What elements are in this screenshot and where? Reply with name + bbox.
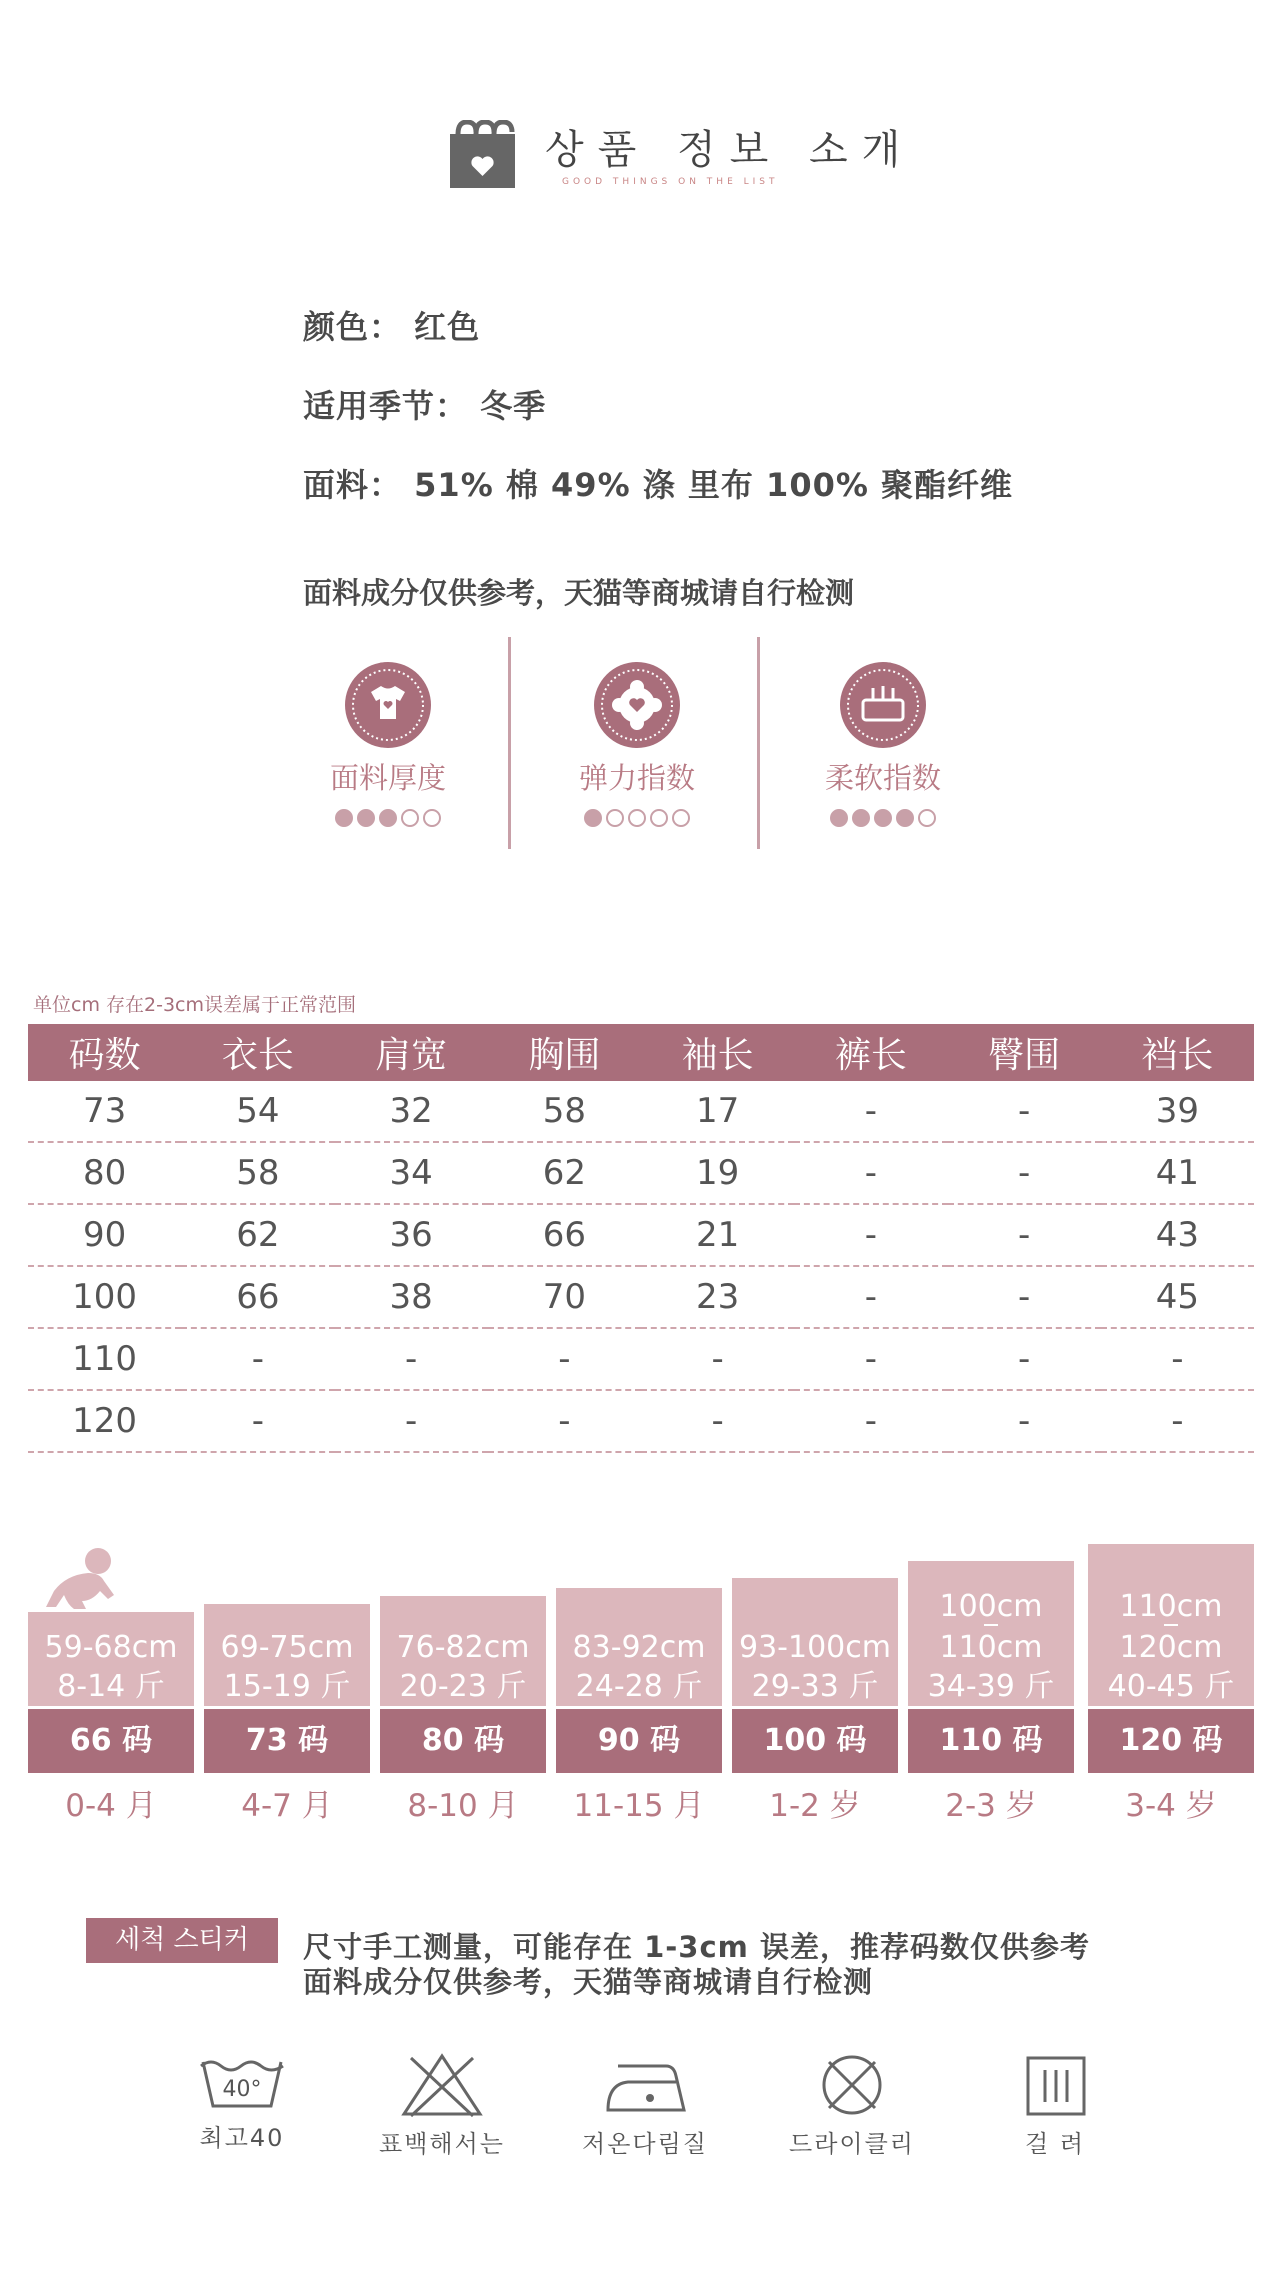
- size-column: [732, 1576, 898, 1773]
- care-label: 걸 려: [1025, 2130, 1085, 2158]
- season-label: 适用季节：: [303, 387, 469, 425]
- size-weight: 34-39 斤: [927, 1669, 1055, 1704]
- age-label: 0-4 月: [65, 1788, 157, 1824]
- table-cell: 36: [335, 1204, 488, 1266]
- size-height: 69-75cm: [220, 1630, 354, 1665]
- fabric-label: 面料：: [303, 466, 403, 504]
- table-cell: 66: [181, 1266, 334, 1328]
- table-row: [28, 1328, 1254, 1390]
- size-column: [380, 1594, 546, 1773]
- size-height: 93-100cm: [739, 1630, 891, 1665]
- age-label: 3-4 岁: [1125, 1788, 1217, 1824]
- table-cell: 23: [641, 1266, 794, 1328]
- care-iron: [545, 2052, 745, 2159]
- filled-dot: [874, 809, 892, 827]
- filled-dot: [357, 809, 375, 827]
- table-cell: -: [641, 1328, 794, 1390]
- table-cell: 43: [1101, 1204, 1254, 1266]
- size-column-text: [1088, 1587, 1254, 1706]
- table-cell: -: [1101, 1390, 1254, 1452]
- care-hang: [955, 2052, 1155, 2159]
- table-cell: 90: [28, 1204, 181, 1266]
- fabric-note-2: 面料成分仅供参考，天猫等商城请自行检测: [303, 1965, 874, 1999]
- table-cell: -: [488, 1328, 641, 1390]
- indicator-thickness: [293, 660, 483, 827]
- table-row: [28, 1266, 1254, 1328]
- shop-bag-icon: [450, 120, 515, 188]
- header-title: 상품 정보 소개: [545, 127, 915, 173]
- care-bleach: [342, 2052, 542, 2159]
- measure-note: 尺寸手工测量，可能存在 1-3cm 误差，推荐码数仅供参考: [303, 1930, 1090, 1964]
- indicator-label: 面料厚度: [329, 761, 446, 795]
- table-cell: 45: [1101, 1266, 1254, 1328]
- indicator-dots: [542, 809, 732, 827]
- table-cell: -: [794, 1390, 947, 1452]
- season-info: [303, 381, 546, 427]
- empty-dot: [650, 809, 668, 827]
- header-subtitle: GOOD THINGS ON THE LIST: [562, 177, 779, 187]
- size-height-to: 120cm: [1119, 1630, 1223, 1665]
- size-column: [204, 1602, 370, 1773]
- table-cell: 39: [1101, 1081, 1254, 1142]
- fabric-info: [303, 460, 1013, 506]
- care-label-badge: 세척 스티커: [86, 1918, 278, 1963]
- table-row: [28, 1204, 1254, 1266]
- table-cell: -: [335, 1390, 488, 1452]
- tshirt-icon: [343, 660, 433, 750]
- indicator-label: 柔软指数: [824, 761, 941, 795]
- table-cell: 17: [641, 1081, 794, 1142]
- table-header-cell: 码数: [28, 1024, 181, 1081]
- cake-icon: [838, 660, 928, 750]
- flower-heart-icon: [592, 660, 682, 750]
- table-row: [28, 1390, 1254, 1452]
- size-height-from: 110cm: [1119, 1589, 1223, 1624]
- table-cell: -: [948, 1328, 1101, 1390]
- size-height-to: 110cm: [939, 1630, 1043, 1665]
- divider: [508, 637, 511, 849]
- size-weight: 20-23 斤: [399, 1669, 527, 1704]
- table-cell: -: [794, 1266, 947, 1328]
- table-header-cell: 裆长: [1101, 1024, 1254, 1081]
- table-cell: 73: [28, 1081, 181, 1142]
- table-cell: -: [794, 1204, 947, 1266]
- table-cell: -: [181, 1328, 334, 1390]
- size-column-text: [28, 1628, 194, 1706]
- size-column: [28, 1610, 194, 1773]
- table-header-cell: 袖长: [641, 1024, 794, 1081]
- indicator-dots: [293, 809, 483, 827]
- empty-dot: [918, 809, 936, 827]
- table-cell: 62: [488, 1142, 641, 1204]
- size-weight: 29-33 斤: [751, 1669, 879, 1704]
- svg-text:40°: 40°: [222, 2077, 262, 2102]
- size-column-text: [380, 1628, 546, 1706]
- table-cell: 38: [335, 1266, 488, 1328]
- size-height: 83-92cm: [572, 1630, 706, 1665]
- table-cell: 54: [181, 1081, 334, 1142]
- table-body: [28, 1081, 1254, 1452]
- unit-note: 单位cm 存在2-3cm误差属于正常范围: [33, 994, 356, 1016]
- low-iron-icon: [600, 2052, 690, 2118]
- table-cell: -: [335, 1328, 488, 1390]
- size-code: 66 码: [28, 1709, 194, 1773]
- indicator-dots: [788, 809, 978, 827]
- color-value: 红色: [414, 308, 481, 346]
- age-label: 8-10 月: [407, 1788, 519, 1824]
- table-header-cell: 衣长: [181, 1024, 334, 1081]
- table-cell: 100: [28, 1266, 181, 1328]
- fabric-value: 51% 棉 49% 涤 里布 100% 聚酯纤维: [414, 466, 1014, 504]
- size-code: 73 码: [204, 1709, 370, 1773]
- size-column: [1088, 1542, 1254, 1773]
- care-label: 최고40: [199, 2124, 285, 2152]
- table-cell: -: [794, 1142, 947, 1204]
- indicator-elasticity: [542, 660, 732, 827]
- size-column: [556, 1586, 722, 1773]
- no-dry-clean-icon: [807, 2052, 897, 2118]
- filled-dot: [896, 809, 914, 827]
- filled-dot: [335, 809, 353, 827]
- season-value: 冬季: [480, 387, 547, 425]
- divider: [757, 637, 760, 849]
- size-table: [28, 1024, 1254, 1453]
- table-cell: -: [948, 1390, 1101, 1452]
- age-label: 11-15 月: [573, 1788, 705, 1824]
- indicator-softness: [788, 660, 978, 827]
- table-cell: -: [948, 1142, 1101, 1204]
- empty-dot: [628, 809, 646, 827]
- wash-40-icon: [197, 2052, 287, 2112]
- size-height: 76-82cm: [396, 1630, 530, 1665]
- table-cell: -: [794, 1328, 947, 1390]
- table-cell: -: [1101, 1328, 1254, 1390]
- size-weight: 40-45 斤: [1107, 1669, 1235, 1704]
- table-cell: -: [948, 1204, 1101, 1266]
- filled-dot: [379, 809, 397, 827]
- table-header-cell: 肩宽: [335, 1024, 488, 1081]
- table-header-cell: 裤长: [794, 1024, 947, 1081]
- table-cell: -: [181, 1390, 334, 1452]
- filled-dot: [852, 809, 870, 827]
- table-cell: 41: [1101, 1142, 1254, 1204]
- table-cell: 34: [335, 1142, 488, 1204]
- size-weight: 24-28 斤: [575, 1669, 703, 1704]
- age-label: 4-7 月: [241, 1788, 333, 1824]
- size-weight: 15-19 斤: [223, 1669, 351, 1704]
- table-header-cell: 臀围: [948, 1024, 1101, 1081]
- size-column-text: [732, 1628, 898, 1706]
- size-code: 80 码: [380, 1709, 546, 1773]
- table-cell: 62: [181, 1204, 334, 1266]
- care-label: 표백해서는: [379, 2130, 505, 2158]
- table-cell: 58: [488, 1081, 641, 1142]
- filled-dot: [830, 809, 848, 827]
- age-label: 2-3 岁: [945, 1788, 1037, 1824]
- table-cell: -: [794, 1081, 947, 1142]
- table-cell: -: [488, 1390, 641, 1452]
- table-row: [28, 1142, 1254, 1204]
- size-column-text: [908, 1587, 1074, 1706]
- care-dryclean: [752, 2052, 952, 2159]
- table-header-cell: 胸围: [488, 1024, 641, 1081]
- filled-dot: [584, 809, 602, 827]
- size-code: 120 码: [1088, 1709, 1254, 1773]
- age-label: 1-2 岁: [769, 1788, 861, 1824]
- table-cell: 80: [28, 1142, 181, 1204]
- care-wash: [142, 2052, 342, 2153]
- empty-dot: [606, 809, 624, 827]
- size-code: 110 码: [908, 1709, 1074, 1773]
- empty-dot: [401, 809, 419, 827]
- empty-dot: [423, 809, 441, 827]
- table-cell: -: [948, 1266, 1101, 1328]
- table-row: [28, 1081, 1254, 1142]
- indicator-label: 弹力指数: [578, 761, 695, 795]
- table-cell: 58: [181, 1142, 334, 1204]
- table-cell: 32: [335, 1081, 488, 1142]
- size-column: [908, 1559, 1074, 1773]
- size-column-text: [556, 1628, 722, 1706]
- no-bleach-icon: [397, 2052, 487, 2118]
- size-column-text: [204, 1628, 370, 1706]
- table-cell: 120: [28, 1390, 181, 1452]
- table-cell: 66: [488, 1204, 641, 1266]
- table-cell: 70: [488, 1266, 641, 1328]
- table-header-row: [28, 1024, 1254, 1081]
- empty-dot: [672, 809, 690, 827]
- care-label: 저온다림질: [582, 2130, 708, 2158]
- size-guide-chart: [28, 1540, 1254, 1773]
- size-height-from: 100cm: [939, 1589, 1043, 1624]
- size-weight: 8-14 斤: [57, 1669, 165, 1704]
- hang-dry-icon: [1010, 2052, 1100, 2118]
- table-cell: 19: [641, 1142, 794, 1204]
- color-label: 颜色：: [303, 308, 403, 346]
- fabric-note: 面料成分仅供参考，天猫等商城请自行检测: [303, 576, 855, 610]
- table-cell: -: [641, 1390, 794, 1452]
- table-cell: 21: [641, 1204, 794, 1266]
- table-cell: 110: [28, 1328, 181, 1390]
- size-code: 100 码: [732, 1709, 898, 1773]
- color-info: [303, 302, 480, 348]
- size-height: 59-68cm: [44, 1630, 178, 1665]
- care-label: 드라이클리: [789, 2130, 915, 2158]
- table-cell: -: [948, 1081, 1101, 1142]
- size-code: 90 码: [556, 1709, 722, 1773]
